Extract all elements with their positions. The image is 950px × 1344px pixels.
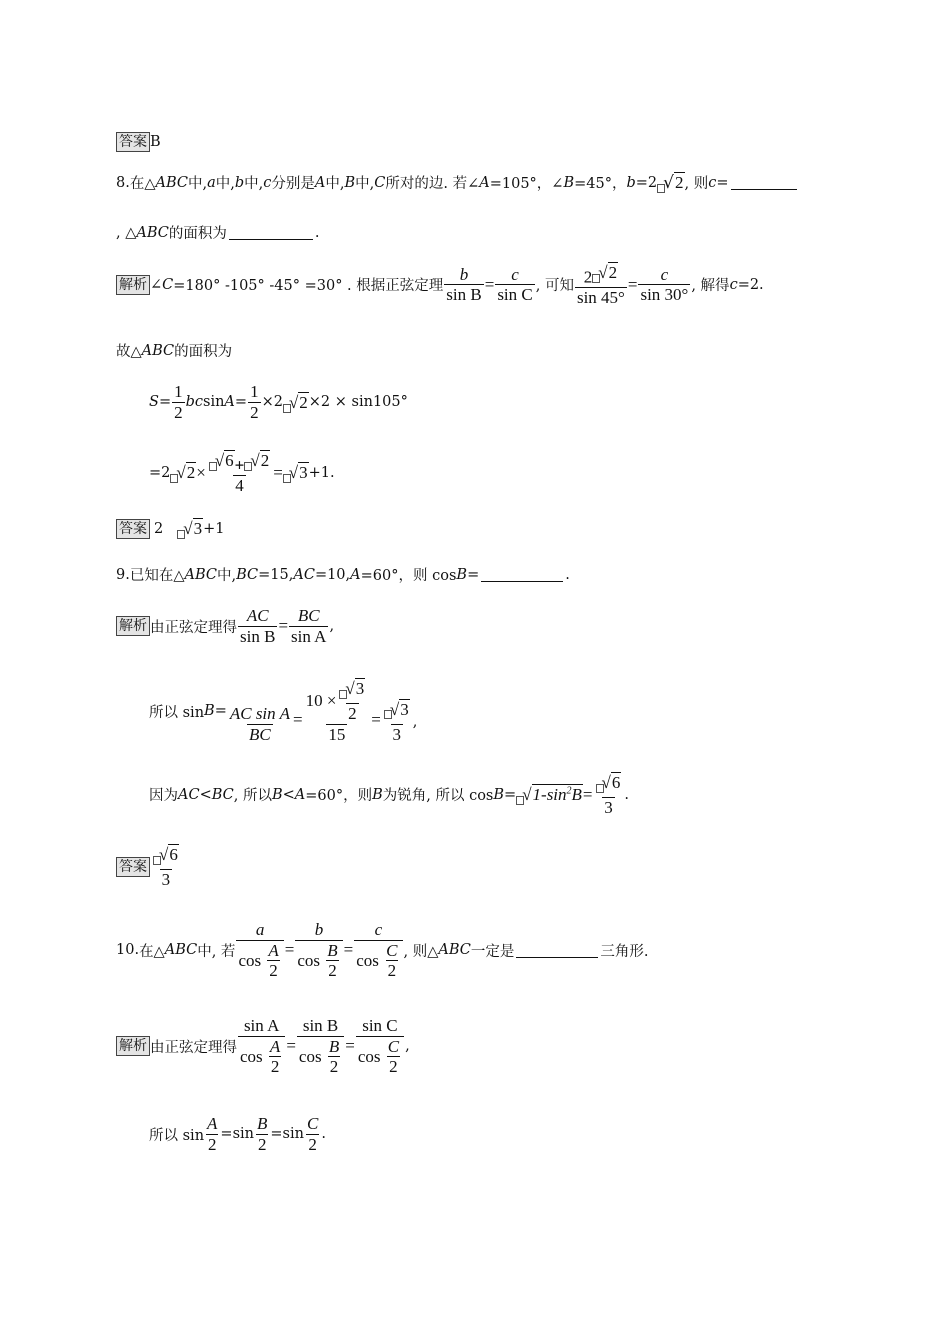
solution-tag: 解析 [116, 616, 150, 636]
q9-solution-line1: 解析 由正弦定理得 $\frac{AC}{\text{sin B}}$ = $\frac{BC}{\text{sin A}}$ , [116, 606, 334, 646]
fraction-c-cosC2: c cos $\frac{C}{2}$ [354, 920, 402, 981]
sqrt-2: √ 2 [657, 172, 684, 193]
q9-solution-line2: 所以 sin B = $\frac{\text{AC sin A}}{BC}$ = 10 × √ 3 2 15 = √ 3 3 , [149, 679, 418, 744]
fraction-sinC-cosC2: sin C cos $\frac{C}{2}$ [356, 1016, 404, 1077]
fraction-sqrt6-3-answer: √ 6 3 [151, 844, 181, 890]
question-number: 10. [116, 942, 140, 959]
q8-question-line2: , △ ABC 的面积为 . [116, 224, 320, 242]
fraction-c-sin30: $\frac{c}{\sin 30^\circ}$ [640, 264, 689, 305]
q10-solution-line1: 解析 由正弦定理得 sin A cos $\frac{A}{2}$ = sin B cos $\frac{B}{2}$ = sin C cos $\frac{C}{2}$ , [116, 1016, 410, 1077]
q10-solution-line2: 所以 sin $\frac{A}{2}$ =sin $\frac{B}{2}$ =sin $\frac{C}{2}$ . [149, 1114, 326, 1154]
q8-area-formula-line1: S = $\frac{1}{2}$ bc sin A = $\frac{1}{2}$ ×2 √ 2 ×2 × sin105° [149, 382, 408, 422]
q9-question-line: 9. 已知在△ ABC 中, BC =15, AC =10, A =60°，则 cos B = . [116, 566, 570, 584]
q8-area-intro: 故△ ABC 的面积为 [116, 342, 233, 360]
q10-question-line: 10. 在△ ABC 中, 若 a cos $\frac{A}{2}$ = b cos $\frac{B}{2}$ = c cos $\frac{C}{2}$ , 则△ ABC 一定是 三角形. [116, 920, 649, 981]
fraction-a-cosA2: a cos $\frac{A}{2}$ [236, 920, 283, 981]
fraction-c-sinC: $\frac{c}{\text{sin C}}$ [497, 264, 533, 305]
q8-answer-line: 答案 2 √ 3 +1 [116, 518, 224, 539]
solution-tag: 解析 [116, 275, 150, 295]
fraction-2sqrt2-sin45: 2 √ 2 sin 45° [576, 263, 625, 308]
fraction-sqrt6-3: √ 6 3 [594, 772, 624, 818]
answer-tag: 答案 [116, 857, 150, 877]
fraction-sinB-cosB2: sin B cos $\frac{B}{2}$ [297, 1016, 344, 1077]
fraction-A-2: $\frac{A}{2}$ [207, 1114, 218, 1154]
q8-question-line1: 8. 在△ ABC 中, a 中, b 中, c 分别是 A 中, B 中, C 所对的边. 若∠ A =105°，∠ B =45°， b =2 √ 2 , 则 c = [116, 172, 799, 193]
answer-tag: 答案 [116, 132, 150, 152]
answer-tag: 答案 [116, 519, 150, 539]
fraction-AC-sinB: $\frac{AC}{\text{sin B}}$ [240, 606, 276, 646]
fraction-B-2: $\frac{B}{2}$ [257, 1114, 268, 1154]
answer-blank-triangle[interactable] [516, 943, 598, 958]
answer-value: B [150, 134, 161, 150]
fraction-sqrt3-3: √ 3 3 [382, 699, 412, 745]
solution-tag: 解析 [116, 1036, 150, 1056]
fraction-ACsinA-BC: $\frac{\text{AC sin A}}{BC}$ [229, 704, 290, 744]
fraction-one-half-2: $\frac{1}{2}$ [250, 382, 259, 422]
answer-blank-cosB[interactable] [481, 567, 563, 582]
question-number: 9. [116, 566, 130, 583]
q7-answer-line [116, 132, 161, 152]
q9-solution-line3: 因为 AC<BC , 所以 B<A =60°，则 B 为锐角, 所以 cos B = √ $1-\sin^2B$ = √ 6 3 . [149, 773, 629, 818]
q8-area-formula-line2: =2 √ 2 × √ 6 + √ 2 4 = √ 3 +1. [149, 451, 335, 496]
fraction-sinA-cosA2: sin A cos $\frac{A}{2}$ [238, 1016, 285, 1077]
fraction-C-2: $\frac{C}{2}$ [306, 1114, 319, 1154]
fraction-one-half: $\frac{1}{2}$ [174, 382, 183, 422]
fraction-10sqrt3half-15: 10 × √ 3 2 15 [305, 679, 365, 744]
fraction-BC-sinA: $\frac{BC}{\text{sin A}}$ [291, 606, 327, 646]
q8-solution-line: 解析 ∠ C =180° -105° -45° =30° . 根据正弦定理 $\frac{b}{\text{sin B}}$ = $\frac{c}{\text{sin C}}$ , 可知 2 √ 2 sin 45° = $\frac{c}{\sin 30^\circ}$ , 解得 c =2. [116, 262, 764, 308]
fraction-sqrt6-plus-sqrt2-over-4: √ 6 + √ 2 4 [207, 450, 272, 496]
fraction-b-sinB: $\frac{b}{\text{sin B}}$ [446, 264, 482, 305]
answer-blank-area[interactable] [229, 225, 313, 240]
answer-blank-c[interactable] [731, 175, 797, 190]
q9-answer-line [116, 844, 182, 890]
fraction-b-cosB2: b cos $\frac{B}{2}$ [295, 920, 342, 981]
question-number: 8. [116, 174, 130, 191]
